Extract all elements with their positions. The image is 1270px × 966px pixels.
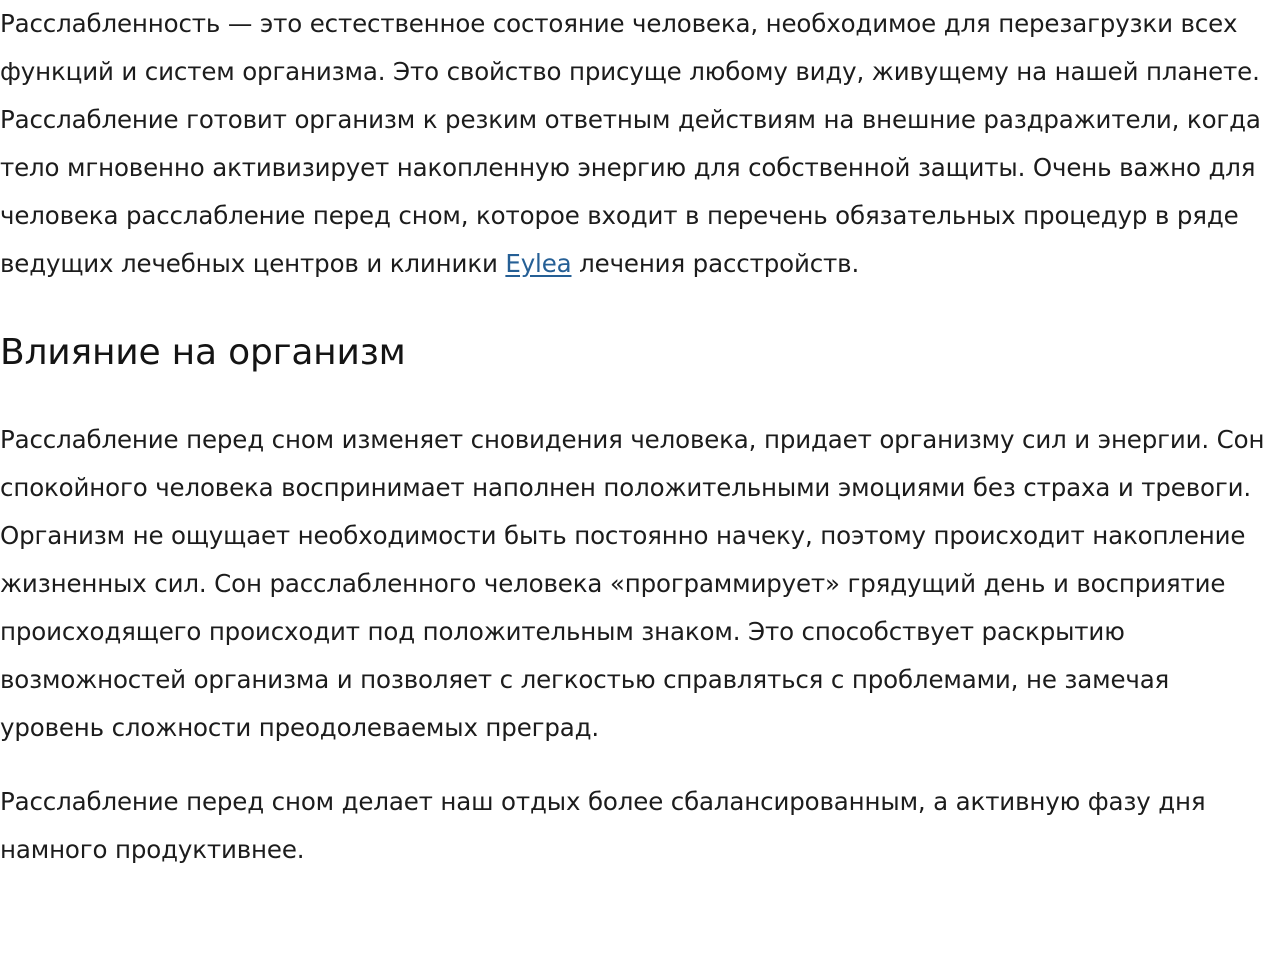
intro-text-after-link: лечения расстройств.	[571, 249, 860, 278]
eylea-link[interactable]: Eylea	[505, 249, 572, 278]
section-heading: Влияние на организм	[0, 332, 406, 373]
intro-paragraph	[0, 0, 1270, 288]
conclusion-paragraph: Расслабление перед сном делает наш отдых более сбалансированным, а активную фазу дня намного продуктивнее.	[0, 787, 1206, 864]
effects-paragraph: Расслабление перед сном изменяет сновидения человека, придает организму сил и энергии. Сон спокойного человека воспринимает наполнен положительными эмоциями без страха и тревоги. Организм не ощущает необходимости быть постоянно начеку, поэтому происходит накопление жизненных сил. Сон расслабленного человека «программирует» грядущий день и восприятие происходящего происходит под положительным знаком. Это способствует раскрытию возможностей организма и позволяет с легкостью справляться с проблемами, не замечая уровень сложности преодолеваемых преград.	[0, 425, 1265, 742]
intro-text-before-link: Расслабленность — это естественное состояние человека, необходимое для перезагрузки всех функций и систем организма. Это свойство присуще любому виду, живущему на нашей планете. Расслабление готовит организм к резким ответным действиям на внешние раздражители, когда тело мгновенно активизирует накопленную энергию для собственной защиты. Очень важно для человека расслабление перед сном, которое входит в перечень обязательных процедур в ряде ведущих лечебных центров и клиники	[0, 9, 1261, 278]
